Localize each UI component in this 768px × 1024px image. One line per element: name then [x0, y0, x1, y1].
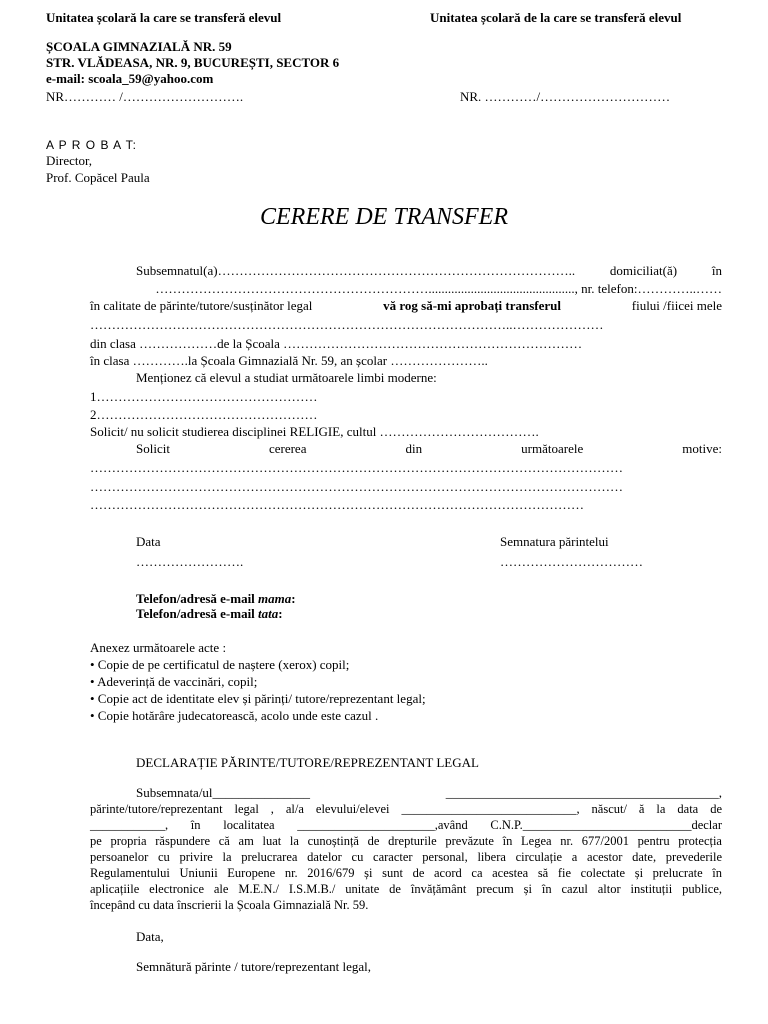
body-line-3 — [90, 298, 722, 314]
from-class-line: din clasa ………………de la Școala …………………………………………………………… — [90, 336, 583, 351]
language-1-field: 1…………………………………………… — [90, 389, 318, 404]
language-2-field: 2…………………………………………… — [90, 407, 318, 422]
mother-contact-prefix: Telefon/adresă e-mail — [136, 591, 255, 606]
attachment-item: • Copie hotărâre judecatorească, acolo unde este cazul . — [90, 708, 379, 723]
destination-school-label: Unitatea școlară la care se transferă elevul — [46, 10, 282, 25]
transfer-request-text: vă rog să-mi aprobați transferul — [383, 298, 562, 313]
child-text: fiului /fiicei mele — [631, 298, 722, 313]
applicant-name-field: Subsemnatul(a)……………………………………………………………………….. — [136, 263, 576, 278]
mother-contact-line: Telefon/adresă e-mail mama: — [136, 591, 296, 606]
date-field: ……………………. — [136, 554, 244, 569]
languages-intro: Menționez că elevul a studiat următoarele limbi moderne: — [136, 370, 437, 385]
declaration-line-7: aplicațiile electronice ale M.E.N./ I.S.M.B./ unitate de învățământ precum și în cazul altor instituții publice, — [90, 882, 722, 896]
reasons-field-2: …………………………………………………………………………………………………………… — [90, 479, 623, 494]
in-label: în — [711, 263, 722, 278]
date-label: Data — [136, 534, 161, 549]
legal-capacity-text: în calitate de părinte/tutore/susținător legal — [90, 298, 313, 313]
declaration-line-8: începând cu data înscrierii la Școala Gimnazială Nr. 59. — [90, 898, 369, 912]
mother-word: mama — [258, 591, 292, 606]
reasons-word-2: cererea — [268, 441, 307, 456]
declaration-line-4: pe propria răspundere că am luat la cunoștință de drepturile prevăzute în Legea nr. 677/2001 pentru protecția — [90, 834, 722, 848]
address-phone-line: ………………………………………………………............................................., nr. telefon:…………..…… — [155, 281, 722, 296]
father-contact-line: Telefon/adresă e-mail tata: — [136, 606, 283, 621]
body-line-1 — [90, 263, 722, 279]
school-address: STR. VLĂDEASA, NR. 9, BUCUREȘTI, SECTOR 6 — [46, 55, 340, 70]
approval-role: Director, — [46, 153, 93, 168]
reasons-word-4: următoarele — [521, 441, 584, 456]
declaration-line-1 — [90, 785, 722, 801]
religion-line: Solicit/ nu solicit studierea disciplinei RELIGIE, cultul ………………………………. — [90, 424, 539, 439]
declarant-name-field: Subsemnata/ul_______________ — [136, 785, 311, 800]
father-word: tata — [258, 606, 279, 621]
reasons-word-3: din — [405, 441, 423, 456]
parent-signature-label: Semnatura părintelui — [500, 534, 609, 549]
approval-label: A P R O B A T: — [46, 138, 137, 152]
school-name: ȘCOALA GIMNAZIALĂ NR. 59 — [46, 39, 232, 54]
declaration-line-5: persoanelor cu privire la prelucrarea datelor cu caracter personal, libera circulație a acestor date, prevederile — [90, 850, 722, 864]
registration-number-left: NR………… /………………………. — [46, 89, 244, 104]
declaration-line-3: ____________, în localitatea ______________________,având C.N.P.___________________________declar — [90, 818, 722, 832]
attachment-item: • Adeverință de vaccinări, copil; — [90, 674, 258, 689]
father-contact-prefix: Telefon/adresă e-mail — [136, 606, 255, 621]
reasons-word-5: motive: — [682, 441, 722, 456]
reasons-word-1: Solicit — [136, 441, 170, 456]
approval-name: Prof. Copăcel Paula — [46, 170, 150, 185]
attachment-item: • Copie act de identitate elev și părinți/ tutore/reprezentant legal; — [90, 691, 426, 706]
declaration-heading: DECLARAȚIE PĂRINTE/TUTORE/REPREZENTANT LEGAL — [136, 755, 479, 770]
page-title: CERERE DE TRANSFER — [260, 204, 508, 230]
declaration-signature-label: Semnătură părinte / tutore/reprezentant legal, — [136, 959, 371, 974]
declaration-line-2: părinte/tutore/reprezentant legal , al/a elevului/elevei ____________________________, născut/ ă la data de — [90, 802, 722, 816]
origin-school-label: Unitatea școlară de la care se transferă elevul — [430, 10, 682, 25]
declaration-date-label: Data, — [136, 929, 164, 944]
domicile-label: domiciliat(ă) — [609, 263, 678, 278]
reasons-field-3: …………………………………………………………………………………………………… — [90, 497, 584, 512]
declarant-name-field-cont: __________________________________________, — [445, 785, 722, 800]
school-email: e-mail: scoala_59@yahoo.com — [46, 71, 214, 86]
parent-signature-field: …………………………… — [500, 554, 643, 569]
to-class-line: în clasa ………….la Școala Gimnazială Nr. 59, an școlar ………………….. — [90, 353, 488, 368]
child-name-field: ……………………………………………………………………………………..………………… — [90, 317, 604, 332]
attachment-item: • Copie de pe certificatul de naștere (xerox) copil; — [90, 657, 350, 672]
attachments-intro: Anexez următoarele acte : — [90, 640, 227, 655]
reasons-line — [90, 441, 722, 457]
registration-number-right: NR. …………/………………………… — [460, 89, 671, 104]
reasons-field-1: …………………………………………………………………………………………………………… — [90, 460, 623, 475]
declaration-line-6: Regulamentului Uniunii Europene nr. 2016/679 și sunt de acord ca acestea să fie colectate și prelucrate în — [90, 866, 722, 880]
